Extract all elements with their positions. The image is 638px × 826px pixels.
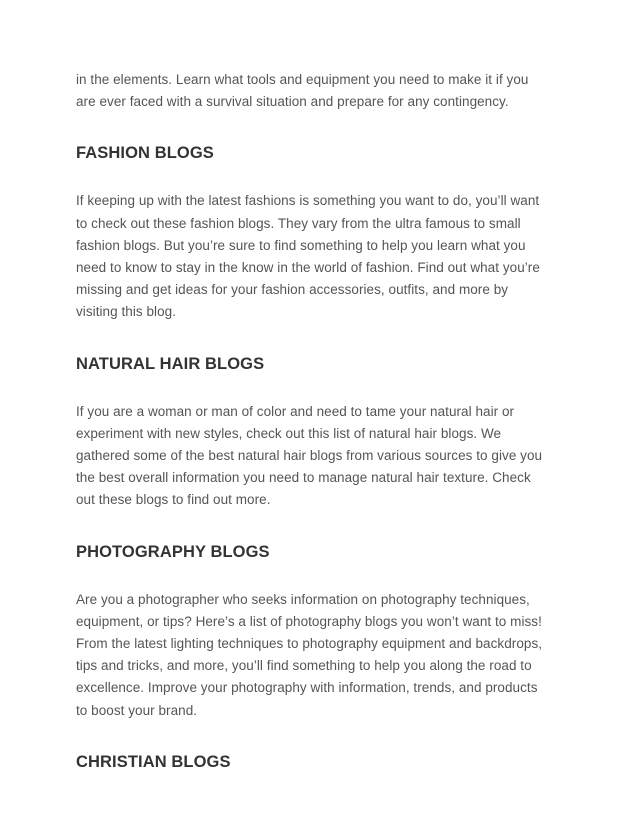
paragraph-line: are ever faced with a survival situation and prepare for any contingency. <box>76 94 509 110</box>
section-paragraph-photography-blogs <box>76 589 576 722</box>
paragraph-line: If you are a woman or man of color and need to tame your natural hair or <box>76 403 515 419</box>
paragraph-line: gathered some of the best natural hair blogs from various sources to give you <box>76 448 543 464</box>
paragraph-line: Are you a photographer who seeks information on photography techniques, <box>76 591 530 607</box>
paragraph-line: excellence. Improve your photography with information, trends, and products <box>76 680 538 696</box>
section-heading-natural-hair-blogs: NATURAL HAIR BLOGS <box>76 354 265 373</box>
paragraph-line: If keeping up with the latest fashions is something you want to do, you’ll want <box>76 193 540 209</box>
section-heading-fashion-blogs: FASHION BLOGS <box>76 144 214 163</box>
paragraph-line: equipment, or tips? Here’s a list of photography blogs you won’t want to miss! <box>76 613 542 629</box>
paragraph-line: visiting this blog. <box>76 304 176 320</box>
section-paragraph-fashion-blogs <box>76 190 576 323</box>
paragraph-line: in the elements. Learn what tools and equipment you need to make it if you <box>76 72 529 87</box>
paragraph-line: experiment with new styles, check out this list of natural hair blogs. We <box>76 425 502 441</box>
section-paragraph-natural-hair-blogs <box>76 401 576 512</box>
paragraph-line: From the latest lighting techniques to photography equipment and backdrops, <box>76 636 543 652</box>
document-body <box>76 69 576 772</box>
paragraph-line: need to know to stay in the know in the world of fashion. Find out what you’re <box>76 260 540 276</box>
paragraph-line: fashion blogs. But you’re sure to find something to help you learn what you <box>76 237 526 253</box>
paragraph-line: to boost your brand. <box>76 702 198 718</box>
paragraph-line: out these blogs to find out more. <box>76 492 271 508</box>
paragraph-line: missing and get ideas for your fashion accessories, outfits, and more by <box>76 282 509 298</box>
section-heading-christian-blogs: CHRISTIAN BLOGS <box>76 752 231 771</box>
intro-paragraph <box>76 69 576 113</box>
section-heading-photography-blogs: PHOTOGRAPHY BLOGS <box>76 542 270 561</box>
paragraph-line: the best overall information you need to manage natural hair texture. Check <box>76 470 531 486</box>
paragraph-line: to check out these fashion blogs. They vary from the ultra famous to small <box>76 215 521 231</box>
paragraph-line: tips and tricks, and more, you’ll find something to help you along the road to <box>76 658 532 674</box>
